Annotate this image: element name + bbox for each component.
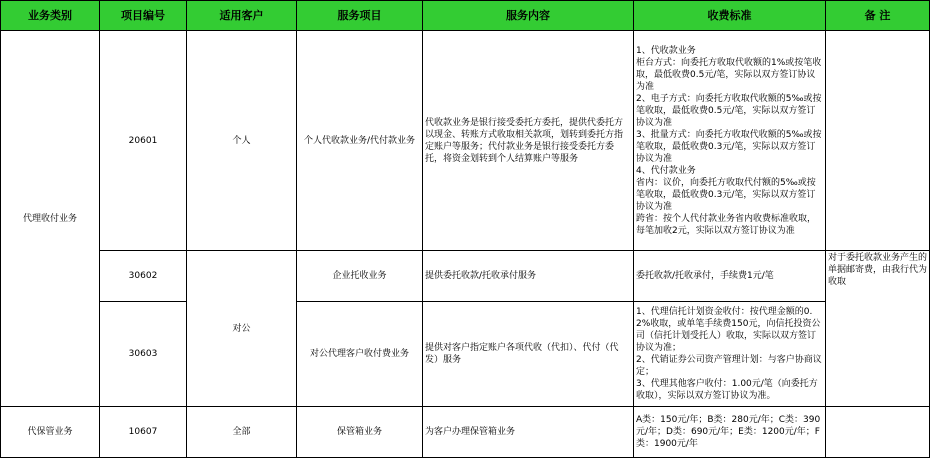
code-cell: 20601 [100, 31, 187, 251]
fee-cell: 1、代收款业务 柜台方式：向委托方收取代收额的1%或按笔收取，最低收费0.5元/笔，实际以双方签订协议为准 2、电子方式：向委托方收取代收额的5‰或按笔收取，最低收费0.5元/笔，实际以双方签订协议为准 3、批量方式：向委托方收取代收额的5‰或按笔收取，最低收费0.3元/笔，实际以双方签订协议为准 4、代付款业务 省内：议价，向委托方收取代付额的5‰或按笔收取，最低收费0.3元/笔，实际以双方签订协议为准 跨省：按个人代付款业务省内收费标准收取，每笔加收2元，实际以双方签订协议为准 [634, 31, 826, 251]
item-cell: 企业托收业务 [297, 251, 423, 302]
remark-cell [826, 407, 930, 458]
category-cell: 代理收付业务 [1, 31, 100, 407]
header-row [1, 1, 930, 31]
remark-cell: 对于委托收款业务产生的单据邮寄费，由我行代为收取 [826, 251, 930, 407]
header-customer: 适用客户 [187, 1, 297, 31]
customer-cell: 全部 [187, 407, 297, 458]
fee-cell: 委托收款/托收承付，手续费1元/笔 [634, 251, 826, 302]
code-cell: 30602 [100, 251, 187, 302]
header-item: 服务项目 [297, 1, 423, 31]
header-fee: 收费标准 [634, 1, 826, 31]
content-cell: 提供委托收款/托收承付服务 [423, 251, 634, 302]
header-code: 项目编号 [100, 1, 187, 31]
header-content: 服务内容 [423, 1, 634, 31]
header-category: 业务类别 [1, 1, 100, 31]
content-cell: 提供对客户指定账户各项代收（代扣）、代付（代发）服务 [423, 302, 634, 407]
table-row [1, 31, 930, 251]
fee-cell: 1、代理信托计划资金收付：按代理金额的0.2%收取，或单笔手续费150元，向信托投资公司（信托计划受托人）收取，实际以双方签订协议为准； 2、代销证券公司资产管理计划：与客户协商议定； 3、代理其他客户收付：1.00元/笔（向委托方收取），实际以双方签订协议为准。 [634, 302, 826, 407]
item-cell: 个人代收款业务/代付款业务 [297, 31, 423, 251]
code-cell: 30603 [100, 302, 187, 407]
code-cell: 10607 [100, 407, 187, 458]
content-cell: 为客户办理保管箱业务 [423, 407, 634, 458]
customer-cell: 对公 [187, 251, 297, 407]
header-remark: 备 注 [826, 1, 930, 31]
category-cell: 代保管业务 [1, 407, 100, 458]
content-cell: 代收款业务是银行接受委托方委托，提供代委托方以现金、转账方式收取相关款项，划转到委托方指定账户等服务；代付款业务是银行接受委托方委托，将资金划转到个人结算账户等服务 [423, 31, 634, 251]
table-row [1, 302, 930, 407]
remark-cell [826, 31, 930, 251]
table-row [1, 251, 930, 302]
item-cell: 保管箱业务 [297, 407, 423, 458]
fee-cell: A类：150元/年；B类：280元/年；C类：390元/年；D类：690元/年；E类：1200元/年；F类：1900元/年 [634, 407, 826, 458]
table-row [1, 407, 930, 458]
customer-cell: 个人 [187, 31, 297, 251]
item-cell: 对公代理客户收付费业务 [297, 302, 423, 407]
